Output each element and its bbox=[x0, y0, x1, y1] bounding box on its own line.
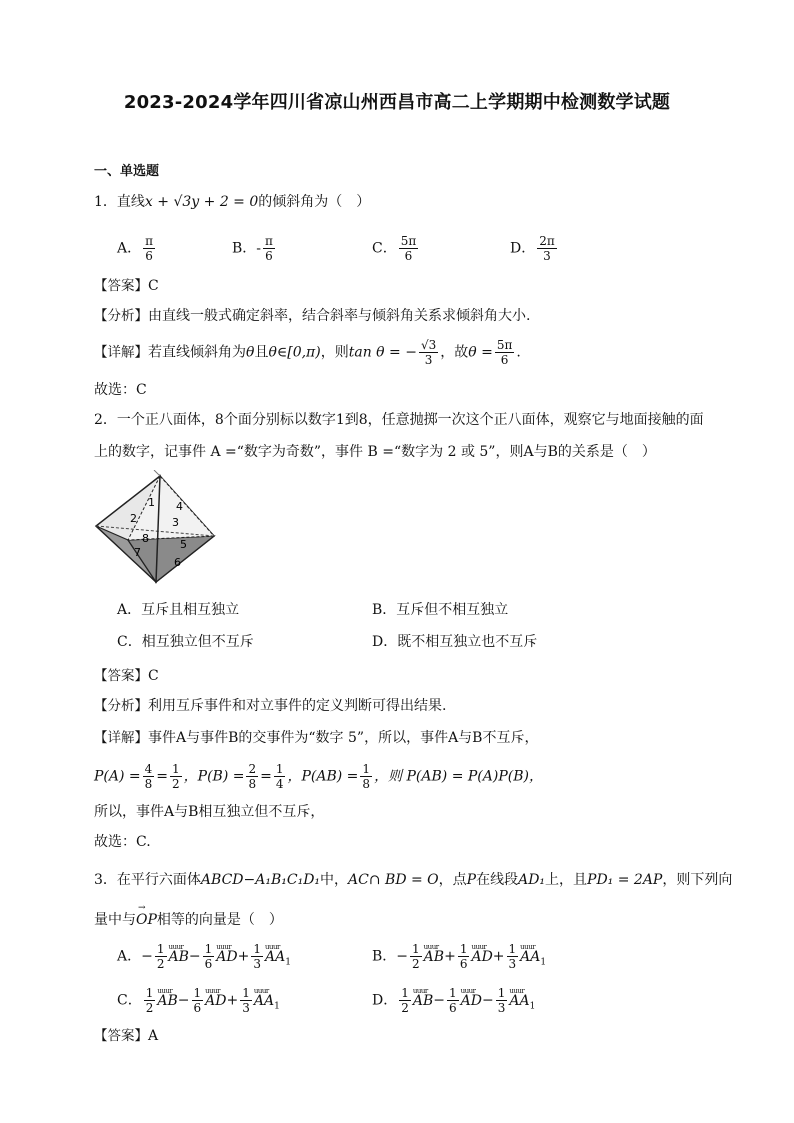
q2-probabilities: P(A) = $\frac{4}{8}$ = $\frac{1}{2}$ ，P(B) = $\frac{2}{8}$ = $\frac{1}{4}$ ，P(AB) = $\frac{1}{8}$ ，则 P(AB) = P(A)P(B)， bbox=[94, 762, 543, 791]
q2-stem-line2: 上的数字，记事件 A =“数字为奇数”，事件 B =“数字为 2 或 5”，则A与B的关系是（ ） bbox=[94, 444, 656, 460]
q3-option-b: B．− $\frac{1}{2}$ uuur AB+ $\frac{1}{6}$ uuur AD+ $\frac{1}{3}$ uuur $AA_1$ bbox=[372, 942, 546, 972]
q2-choose: 故选：C. bbox=[94, 834, 151, 850]
face-number-4: 4 bbox=[176, 500, 183, 513]
q2-option-a: A．互斥且相互独立 bbox=[117, 602, 240, 618]
face-number-6: 6 bbox=[174, 556, 181, 569]
q3-stem-line1: 3．在平行六面体ABCD−A₁B₁C₁D₁中，AC∩ BD = O，点P在线段AD₁上，且PD₁ = 2AP，则下列向 bbox=[94, 872, 733, 888]
q3-option-a: A．− $\frac{1}{2}$ uuur AB− $\frac{1}{6}$ uuur AD+ $\frac{1}{3}$ uuur $AA_1$ bbox=[117, 942, 291, 972]
q2-conclusion: 所以，事件A与B相互独立但不互斥， bbox=[94, 804, 325, 820]
page-title: 2023-2024学年四川省凉山州西昌市高二上学期期中检测数学试题 bbox=[123, 92, 671, 113]
q1-detail: 【详解】若直线倾斜角为θ且θ∈[0,π)，则tan θ = − $\frac{√3}{3}$ ，故θ = $\frac{5\pi}{6}$ . bbox=[94, 338, 521, 367]
q1-option-d: D． $\frac{2\pi}{3}$ bbox=[510, 234, 555, 263]
q2-detail: 【详解】事件A与事件B的交事件为“数字 5”，所以，事件A与B不互斥， bbox=[94, 730, 539, 746]
q1-option-a: A． $\frac{\pi}{6}$ bbox=[117, 234, 154, 263]
face-number-3: 3 bbox=[172, 516, 179, 529]
face-number-5: 5 bbox=[180, 538, 187, 551]
octahedron-figure bbox=[94, 470, 224, 588]
q2-analysis: 【分析】利用互斥事件和对立事件的定义判断可得出结果. bbox=[94, 698, 447, 714]
face-number-8: 8 bbox=[142, 532, 149, 545]
q1-stem: 1．直线x + √3y + 2 = 0的倾斜角为（ ） bbox=[94, 194, 371, 210]
q1-analysis: 【分析】由直线一般式确定斜率，结合斜率与倾斜角关系求倾斜角大小. bbox=[94, 308, 531, 324]
q1-choose: 故选：C bbox=[94, 382, 147, 398]
q2-answer: 【答案】C bbox=[94, 668, 159, 684]
q3-stem-line2: 量中与→ OP相等的向量是（ ） bbox=[94, 906, 283, 930]
q2-option-d: D．既不相互独立也不互斥 bbox=[372, 634, 538, 650]
q1-option-b: B．- $\frac{\pi}{6}$ bbox=[232, 234, 273, 263]
q3-option-d: D． $\frac{1}{2}$ uuur AB− $\frac{1}{6}$ uuur AD− $\frac{1}{3}$ uuur $AA_1$ bbox=[372, 986, 535, 1016]
q2-option-c: C．相互独立但不互斥 bbox=[117, 634, 254, 650]
q1-answer: 【答案】C bbox=[94, 278, 159, 294]
q3-option-c: C． $\frac{1}{2}$ uuur AB− $\frac{1}{6}$ uuur AD+ $\frac{1}{3}$ uuur $AA_1$ bbox=[117, 986, 280, 1016]
section-heading: 一、单选题 bbox=[94, 164, 160, 179]
face-number-1: 1 bbox=[148, 496, 155, 509]
q3-answer: 【答案】A bbox=[94, 1028, 159, 1044]
q1-option-c: C． $\frac{5\pi}{6}$ bbox=[372, 234, 417, 263]
face-number-7: 7 bbox=[134, 546, 141, 559]
q2-option-b: B．互斥但不相互独立 bbox=[372, 602, 509, 618]
face-number-2: 2 bbox=[130, 512, 137, 525]
q2-stem-line1: 2．一个正八面体，8个面分别标以数字1到8，任意抛掷一次这个正八面体，观察它与地面接触的面 bbox=[94, 412, 704, 428]
